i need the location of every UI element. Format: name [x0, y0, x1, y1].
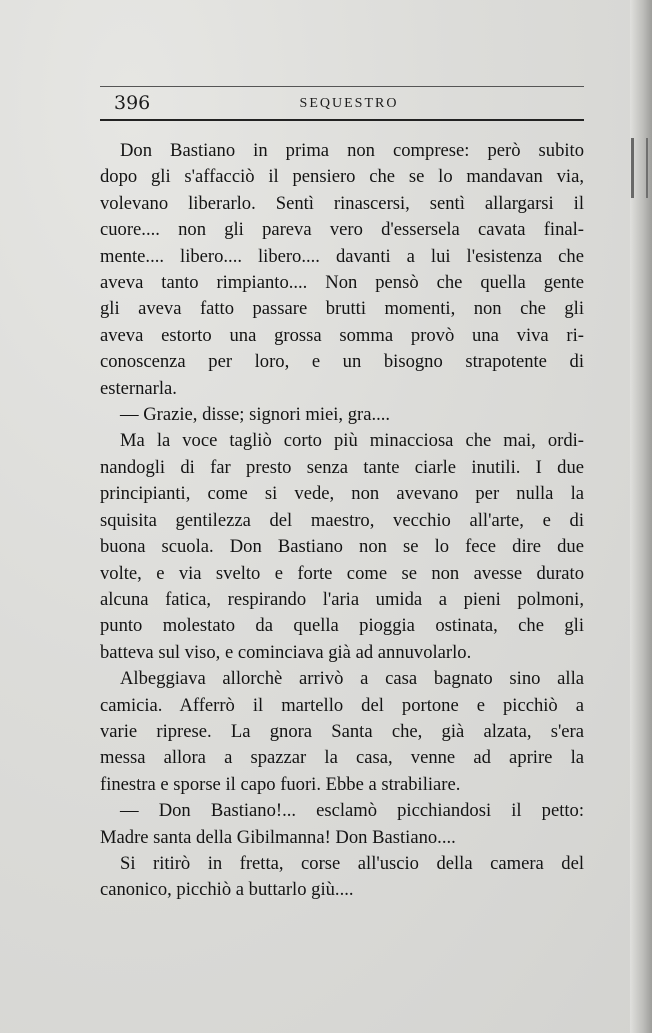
text-line: batteva sul viso, e cominciava già ad annuvolarlo. [100, 641, 472, 663]
text-line: alcuna fatica, respirando l'aria umida a pieni polmoni, [100, 588, 584, 610]
text-line: volevano liberarlo. Sentì rinascersi, sentì allargarsi il [100, 192, 584, 214]
text-line: gli aveva fatto passare brutti momenti, non che gli [100, 298, 584, 320]
text-line: mente.... libero.... libero.... davanti a lui l'esistenza che [100, 245, 584, 267]
text-line: Ma la voce tagliò corto più minacciosa che mai, ordi- [120, 430, 584, 452]
text-line: finestra e sporse il capo fuori. Ebbe a strabiliare. [100, 773, 461, 795]
text-line: — Grazie, disse; signori miei, gra.... [120, 404, 391, 426]
text-line: — Don Bastiano!... esclamò picchiandosi il petto: [120, 800, 584, 822]
text-line: canonico, picchiò a buttarlo giù.... [100, 879, 354, 901]
text-line: aveva tanto rimpianto.... Non pensò che quella gente [100, 272, 584, 294]
paragraph [100, 851, 584, 904]
text-line: nandogli di far presto senza tante ciarle inutili. I due [100, 456, 584, 478]
text-line: camicia. Afferrò il martello del portone e picchiò a [100, 694, 584, 716]
text-line: principianti, come si vede, non avevano per nulla la [100, 483, 584, 505]
paragraph [100, 138, 584, 402]
text-line: squisita gentilezza del maestro, vecchio all'arte, e di [100, 509, 584, 531]
text-line: volte, e via svelto e forte come se non avesse durato [100, 562, 584, 584]
binding-mark [631, 138, 648, 198]
paragraph [100, 428, 584, 666]
running-head-title: SEQUESTRO [299, 96, 399, 111]
text-line: aveva estorto una grossa somma provò una viva ri- [100, 324, 584, 346]
head-rule [100, 119, 584, 121]
text-line: Si ritirò in fretta, corse all'uscio della camera del [120, 852, 584, 874]
page-number: 396 [114, 92, 151, 114]
text-line: punto molestato da quella pioggia ostinata, che gli [100, 615, 584, 637]
text-line: buona scuola. Don Bastiano non se lo fece dire due [100, 536, 584, 558]
paragraph [100, 798, 584, 851]
text-line: cuore.... non gli pareva vero d'essersela cavata final- [100, 219, 584, 241]
text-line: varie riprese. La gnora Santa che, già alzata, s'era [100, 720, 584, 742]
text-line: Don Bastiano in prima non comprese: però subito [120, 140, 584, 161]
text-line: esternarla. [100, 377, 177, 399]
text-line: Madre santa della Gibilmanna! Don Bastiano.... [100, 826, 456, 848]
paragraph [100, 666, 584, 798]
text-line: conoscenza per loro, e un bisogno strapotente di [100, 351, 584, 373]
text-line: messa allora a spazzar la casa, venne ad aprire la [100, 747, 584, 769]
body-text [100, 138, 584, 904]
text-line: dopo gli s'affacciò il pensiero che se lo mandavan via, [100, 166, 584, 188]
text-line: Albeggiava allorchè arrivò a casa bagnato sino alla [120, 668, 584, 690]
running-head [100, 88, 584, 118]
top-rule [100, 86, 584, 87]
paragraph [100, 402, 584, 428]
